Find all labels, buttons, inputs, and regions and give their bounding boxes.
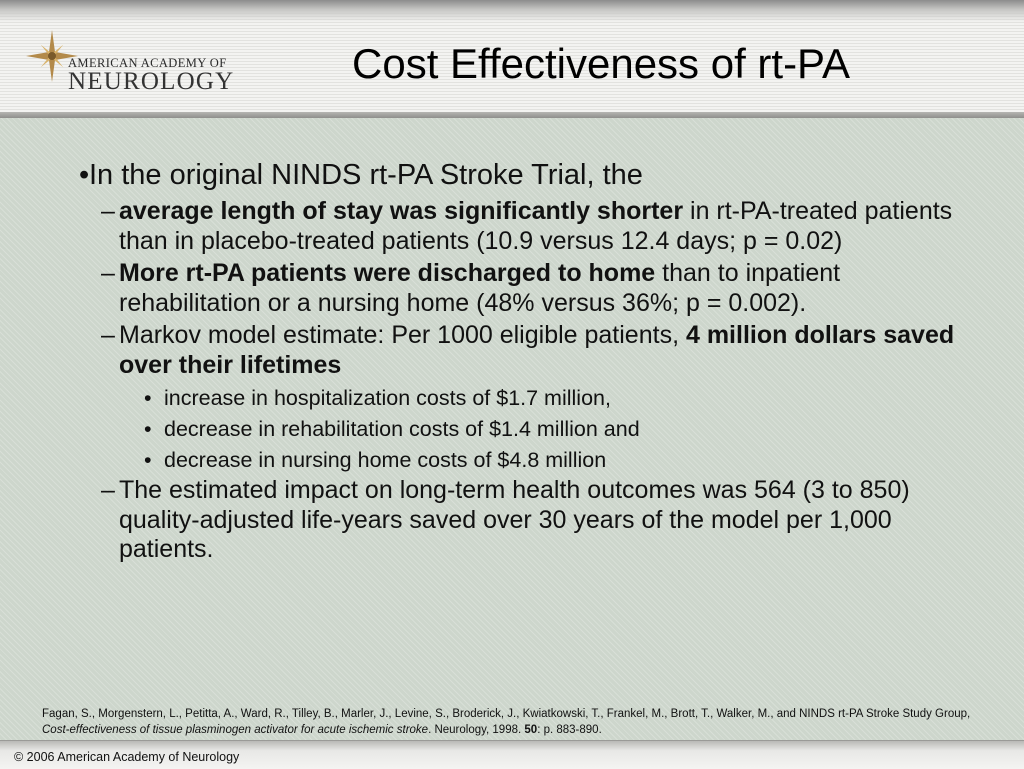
slide-footer — [0, 740, 1024, 769]
reference-citation — [42, 707, 992, 738]
reference-volume: 50 — [524, 723, 538, 736]
sub-bullet-markov-model — [86, 321, 987, 380]
cost-item-text: decrease in nursing home costs of $4.8 million — [164, 448, 607, 472]
slide-title: Cost Effectiveness of rt-PA — [352, 40, 850, 87]
bullet-icon: • — [79, 159, 90, 191]
sub-bullet-discharged-home — [86, 259, 987, 318]
sub-bullet-health-outcomes — [86, 476, 987, 565]
dash-icon: – — [101, 259, 115, 287]
logo-text-large: NEUROLOGY — [68, 68, 235, 95]
aan-logo — [22, 26, 235, 96]
cost-item-nursing-home — [86, 447, 996, 473]
reference-pages: : p. 883-890. — [537, 723, 602, 736]
markov-model-text: Markov model estimate: Per 1000 eligible patients, — [119, 321, 686, 349]
sub-bullet-length-of-stay — [86, 197, 987, 256]
discharged-home-text: than to inpatient rehabilitation or a nursing home (48% versus 36%; p = 0.002). — [119, 259, 841, 317]
length-of-stay-bold: average length of stay was significantly shorter — [119, 197, 684, 225]
cost-item-rehabilitation — [86, 416, 996, 442]
cost-item-text: increase in hospitalization costs of $1.7 million, — [164, 386, 611, 410]
slide-header — [0, 0, 1024, 118]
bullet-icon: • — [144, 386, 152, 410]
copyright-text: © 2006 American Academy of Neurology — [14, 750, 240, 764]
dash-icon: – — [101, 476, 115, 504]
logo-text-small: AMERICAN ACADEMY OF — [68, 56, 227, 70]
reference-authors: Fagan, S., Morgenstern, L., Petitta, A., Ward, R., Tilley, B., Marler, J., Levine, S., Broderick, J., Kwiatkowski, T., Frankel, M., Brott, T., Walker, M., and NINDS rt-PA Stroke Study Group, — [42, 708, 971, 720]
bullet-intro-text: In the original NINDS rt-PA Stroke Trial, the — [89, 159, 643, 191]
bullet-icon: • — [144, 417, 152, 441]
reference-article-title: Cost-effectiveness of tissue plasminogen activator for acute ischemic stroke — [42, 723, 429, 736]
markov-model-bold: 4 million dollars saved over their lifetimes — [119, 321, 955, 379]
cost-item-text: decrease in rehabilitation costs of $1.4 million and — [164, 417, 640, 441]
slide-content — [79, 158, 996, 565]
cost-item-hospitalization — [86, 385, 996, 411]
reference-journal: . Neurology, 1998. — [428, 723, 525, 736]
discharged-home-bold: More rt-PA patients were discharged to home — [119, 259, 656, 287]
bullet-intro — [79, 158, 996, 192]
health-outcomes-text: The estimated impact on long-term health outcomes was 564 (3 to 850) quality-adjusted life-years saved over 30 years of the model per 1,000 patients. — [119, 476, 910, 563]
bullet-icon: • — [144, 448, 152, 472]
dash-icon: – — [101, 321, 115, 349]
length-of-stay-text: in rt-PA-treated patients than in placebo-treated patients (10.9 versus 12.4 days; p = 0.02) — [119, 197, 953, 255]
dash-icon: – — [101, 197, 115, 225]
